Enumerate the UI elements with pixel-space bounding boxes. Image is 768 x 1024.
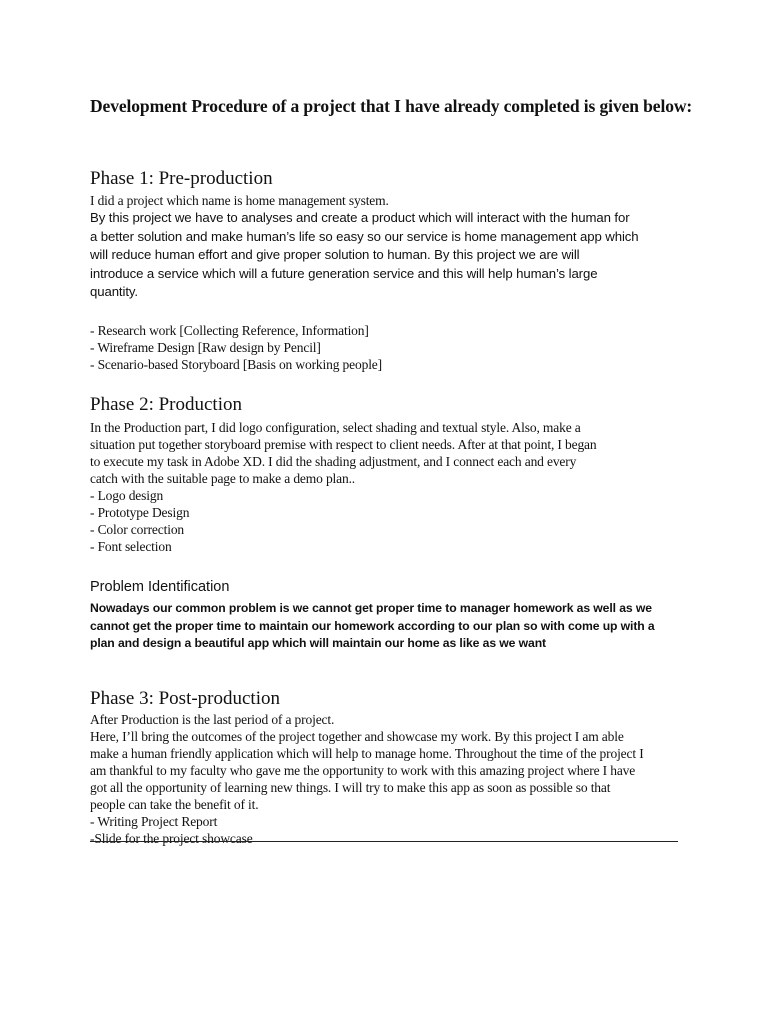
paragraph-line: quantity. [90, 284, 138, 300]
phase1-paragraph [90, 209, 690, 302]
list-item: - Prototype Design [90, 505, 190, 520]
phase1-intro: I did a project which name is home management system. [90, 193, 389, 208]
paragraph-line: By this project we have to analyses and create a product which will interact with the human for [90, 210, 630, 225]
problem-heading: Problem Identification [90, 579, 230, 595]
paragraph-line: In the Production part, I did logo configuration, select shading and textual style. Also, make a [90, 420, 581, 435]
paragraph-line: Here, I’ll bring the outcomes of the project together and showcase my work. By this project I am able [90, 729, 624, 744]
list-item: - Color correction [90, 522, 185, 537]
paragraph-line: make a human friendly application which will help to manage home. Throughout the time of the project I [90, 746, 644, 761]
paragraph-line: situation put together storyboard premise with respect to client needs. After at that point, I began [90, 437, 597, 452]
paragraph-line: catch with the suitable page to make a demo plan.. [90, 471, 356, 486]
paragraph-line: introduce a service which will a future generation service and this will help human’s large [90, 265, 598, 281]
paragraph-line: plan and design a beautiful app which will maintain our home as like as we want [90, 636, 546, 651]
paragraph-line: am thankful to my faculty who gave me the opportunity to work with this amazing project where I have [90, 763, 636, 778]
phase3-heading: Phase 3: Post-production [90, 688, 280, 709]
paragraph-line: got all the opportunity of learning new things. I will try to make this app as soon as possible so that [90, 780, 611, 795]
paragraph-line: Nowadays our common problem is we cannot get proper time to manager homework as well as we [90, 601, 652, 615]
phase1-heading: Phase 1: Pre-production [90, 168, 273, 189]
document-title: Development Procedure of a project that I have already completed is given below: [90, 96, 693, 116]
paragraph-line: people can take the benefit of it. [90, 797, 259, 812]
list-item: -Slide for the project showcase [90, 831, 253, 846]
list-item: - Research work [Collecting Reference, Information] [90, 323, 369, 338]
phase2-paragraph [90, 419, 690, 555]
phase1-list [90, 322, 690, 373]
paragraph-line: a better solution and make human’s life so easy so our service is home management app which [90, 228, 639, 244]
paragraph-line: will reduce human effort and give proper solution to human. By this project we are will [90, 247, 580, 263]
paragraph-line: After Production is the last period of a project. [90, 712, 335, 727]
list-item: - Scenario-based Storyboard [Basis on working people] [90, 357, 382, 372]
list-item: - Logo design [90, 488, 164, 503]
phase2-heading: Phase 2: Production [90, 394, 242, 415]
paragraph-line: to execute my task in Adobe XD. I did the shading adjustment, and I connect each and every [90, 454, 577, 469]
phase3-paragraph [90, 711, 690, 847]
list-item: - Wireframe Design [Raw design by Pencil] [90, 340, 321, 355]
problem-paragraph [90, 600, 690, 653]
list-item: - Font selection [90, 539, 172, 554]
paragraph-line: cannot get the proper time to maintain our homework according to our plan so with come up with a [90, 618, 655, 633]
list-item: - Writing Project Report [90, 814, 218, 829]
horizontal-rule [90, 841, 678, 842]
